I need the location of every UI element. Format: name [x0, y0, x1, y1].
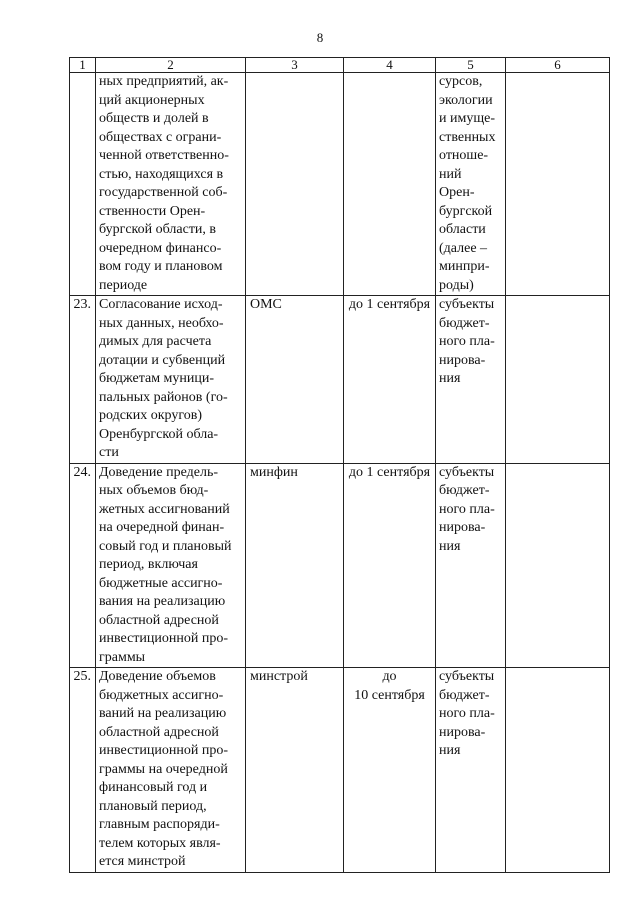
row-deadline	[344, 73, 436, 296]
row-executor: ОМС	[246, 296, 344, 464]
row-executor: минстрой	[246, 668, 344, 873]
row-deadline: до 1 сентября	[344, 296, 436, 464]
table-row	[70, 296, 610, 464]
row-executor: минфин	[246, 463, 344, 668]
table-row	[70, 463, 610, 668]
row-number: 25.	[70, 668, 96, 873]
row-deadline: до 10 сентября	[344, 668, 436, 873]
row-description: Согласование исход- ных данных, необхо- димых для расчета дотации и субвенций бюджетам муници- пальных районов (го- родских округов) Оренбургской обла- сти	[96, 296, 246, 464]
row-description: ных предприятий, ак- ций акционерных обществ и долей в обществах с ограни- ченной ответственно- стью, находящихся в государственной соб- ственности Орен- бургской области, в очередном финансо- вом году и плановом периоде	[96, 73, 246, 296]
row-recipient: субъекты бюджет- ного пла- нирова- ния	[436, 296, 506, 464]
page-number: 8	[316, 30, 324, 45]
header-cell: 6	[506, 58, 610, 73]
row-number	[70, 73, 96, 296]
row-note	[506, 463, 610, 668]
row-note	[506, 73, 610, 296]
scan-footer-mark	[390, 900, 620, 903]
row-note	[506, 296, 610, 464]
header-cell: 1	[70, 58, 96, 73]
row-note	[506, 668, 610, 873]
header-cell: 2	[96, 58, 246, 73]
schedule-table	[69, 57, 610, 873]
row-number: 23.	[70, 296, 96, 464]
row-executor	[246, 73, 344, 296]
row-deadline: до 1 сентября	[344, 463, 436, 668]
header-cell: 3	[246, 58, 344, 73]
row-description: Доведение объемов бюджетных ассигно- ваний на реализацию областной адресной инвестиционной про- граммы на очередной финансовый год и плановый период, главным распоряди- телем которых явля- ется минстрой	[96, 668, 246, 873]
table-row	[70, 668, 610, 873]
header-cell: 5	[436, 58, 506, 73]
row-number: 24.	[70, 463, 96, 668]
row-recipient: сурсов, экологии и имуще- ственных отноше- ний Орен- бургской области (далее – минпри- роды)	[436, 73, 506, 296]
row-recipient: субъекты бюджет- ного пла- нирова- ния	[436, 668, 506, 873]
header-cell: 4	[344, 58, 436, 73]
table-header-row	[70, 58, 610, 73]
row-description: Доведение предель- ных объемов бюд- жетных ассигнований на очередной финан- совый год и плановый период, включая бюджетные ассигно- вания на реализацию областной адресной инвестиционной про- граммы	[96, 463, 246, 668]
row-recipient: субъекты бюджет- ного пла- нирова- ния	[436, 463, 506, 668]
table-row	[70, 73, 610, 296]
